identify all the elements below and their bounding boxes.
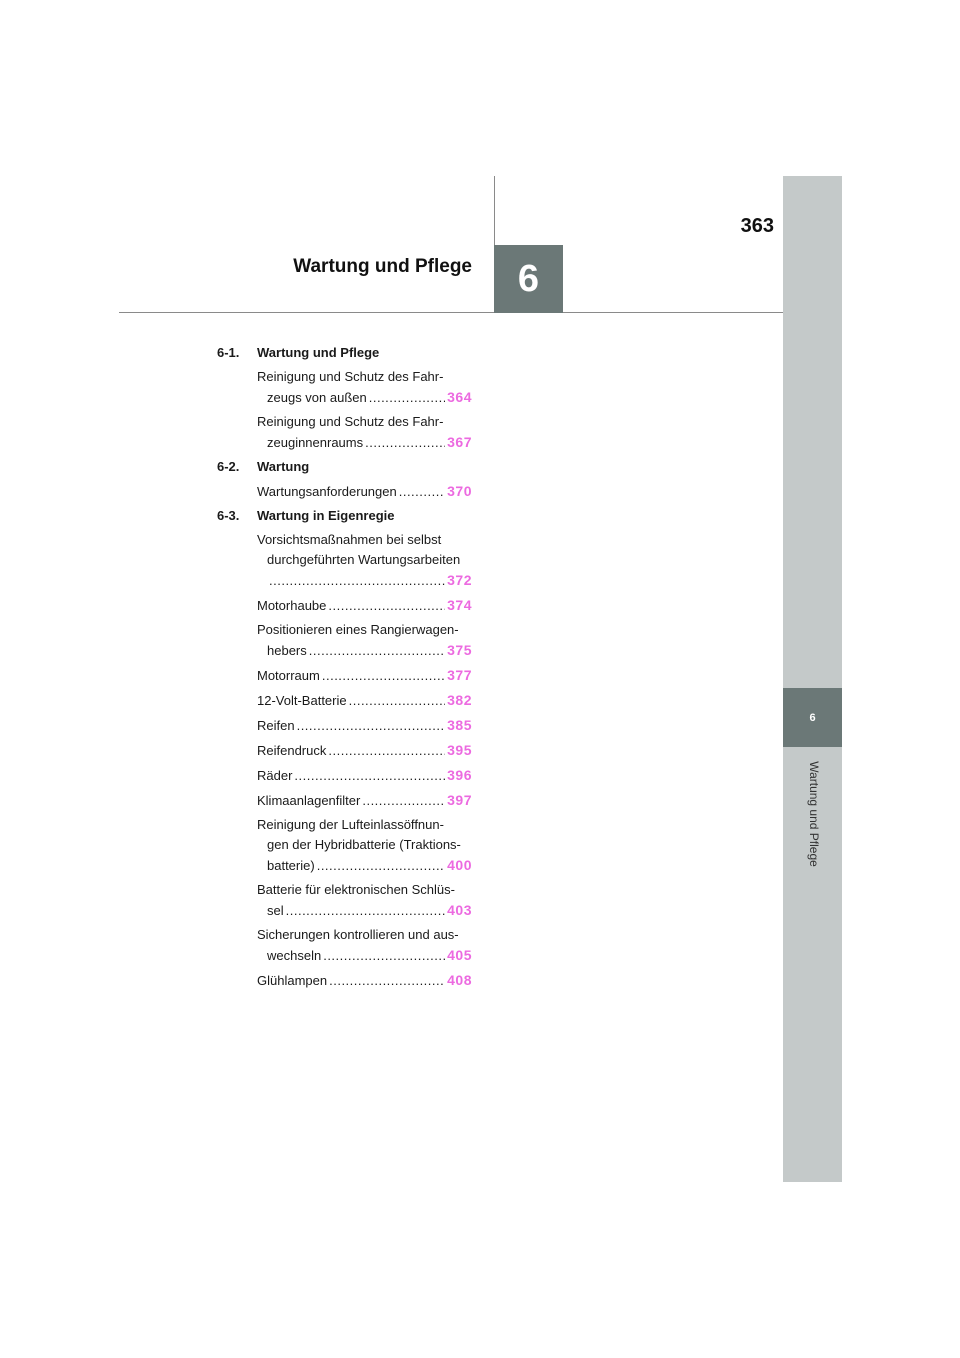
chapter-title: Wartung und Pflege (293, 256, 472, 277)
toc-entry-leader-line (257, 900, 472, 921)
toc-entry-leader-line (257, 387, 472, 408)
toc-entry-text: 12-Volt-Batterie (257, 693, 347, 708)
toc-entry[interactable] (257, 925, 472, 966)
toc-entry-leader-line (257, 765, 472, 786)
toc-entry[interactable] (257, 765, 472, 786)
toc-entry-text: sel (267, 903, 284, 918)
toc-entry[interactable] (257, 530, 472, 591)
page-reference-link[interactable]: 374 (447, 597, 472, 613)
toc-entry-leader-line (257, 640, 472, 661)
toc-entry-line: gen der Hybridbatterie (Traktions- (267, 837, 461, 852)
dot-leader (286, 901, 446, 921)
dot-leader (269, 571, 445, 591)
header-rule (119, 312, 783, 313)
page-reference-link[interactable]: 396 (447, 767, 472, 783)
toc-entry[interactable] (257, 481, 472, 502)
toc-entry-text: hebers (267, 643, 307, 658)
toc-entry-text: Glühlampen (257, 973, 328, 988)
section-number: 6-2. (217, 459, 240, 474)
toc-entry-text: Motorraum (257, 668, 320, 683)
toc-entry-leader-line (257, 570, 472, 591)
toc-entry[interactable] (257, 880, 472, 921)
page-reference-link[interactable]: 377 (447, 667, 472, 683)
section-number: 6-3. (217, 508, 240, 523)
toc-entry-line: Positionieren eines Rangierwagen- (257, 622, 459, 637)
section-title: Wartung und Pflege (257, 345, 380, 360)
toc-entry-text: Wartungsanforderungen (257, 484, 397, 499)
page-reference-link[interactable]: 370 (447, 483, 472, 499)
toc-entry-leader-line (257, 665, 472, 686)
chapter-number-box: 6 (494, 245, 563, 313)
toc-section-heading (217, 506, 472, 526)
dot-leader (349, 691, 446, 711)
side-tab-number[interactable]: 6 (783, 688, 842, 747)
toc-entry[interactable] (257, 595, 472, 616)
page-reference-link[interactable]: 403 (447, 902, 472, 918)
toc-section-heading (217, 343, 472, 363)
toc-entry-line: Sicherungen kontrollieren und aus- (257, 927, 459, 942)
section-title: Wartung (257, 459, 310, 474)
toc-entry-leader-line (257, 790, 472, 811)
toc-section-heading (217, 457, 472, 477)
side-strip (783, 176, 842, 1182)
table-of-contents (217, 343, 472, 995)
toc-entry-leader-line (257, 855, 472, 876)
side-tab-label: Wartung und Pflege (807, 761, 821, 867)
page-reference-link[interactable]: 364 (447, 389, 472, 405)
dot-leader (365, 433, 445, 453)
toc-entry-text: Räder (257, 768, 293, 783)
toc-entry-leader-line (257, 970, 472, 991)
toc-entry-text: Reifen (257, 718, 295, 733)
toc-entry[interactable] (257, 790, 472, 811)
page-reference-link[interactable]: 372 (447, 572, 472, 588)
toc-entry-text: wechseln (267, 948, 322, 963)
dot-leader (369, 388, 445, 408)
toc-entry-line: Batterie für elektronischen Schlüs- (257, 882, 455, 897)
page-reference-link[interactable]: 400 (447, 857, 472, 873)
dot-leader (322, 666, 445, 686)
toc-entry-leader-line (257, 945, 472, 966)
dot-leader (294, 766, 445, 786)
dot-leader (323, 946, 445, 966)
toc-entry[interactable] (257, 740, 472, 761)
toc-entry-line: durchgeführten Wartungsarbeiten (267, 552, 461, 567)
toc-entry[interactable] (257, 620, 472, 661)
section-title: Wartung in Eigenregie (257, 508, 395, 523)
toc-entry-text: Klimaanlagenfilter (257, 793, 361, 808)
toc-entry-text: zeugs von außen (267, 390, 367, 405)
toc-entry-leader-line (257, 595, 472, 616)
page-reference-link[interactable]: 367 (447, 434, 472, 450)
page-reference-link[interactable]: 408 (447, 972, 472, 988)
toc-entry-line: Reinigung und Schutz des Fahr- (257, 414, 444, 429)
toc-entry-leader-line (257, 740, 472, 761)
dot-leader (329, 971, 445, 991)
toc-entry-leader-line (257, 690, 472, 711)
toc-entry-text: Reifendruck (257, 743, 327, 758)
page-reference-link[interactable]: 382 (447, 692, 472, 708)
dot-leader (362, 791, 445, 811)
toc-entry-text: zeuginnenraums (267, 435, 364, 450)
toc-entry-text: batterie) (267, 858, 315, 873)
page-reference-link[interactable]: 395 (447, 742, 472, 758)
page-reference-link[interactable]: 375 (447, 642, 472, 658)
dot-leader (399, 482, 445, 502)
page-reference-link[interactable]: 385 (447, 717, 472, 733)
toc-entry[interactable] (257, 665, 472, 686)
toc-entry-leader-line (257, 481, 472, 502)
toc-entry-leader-line (257, 715, 472, 736)
toc-entry[interactable] (257, 815, 472, 876)
toc-entry[interactable] (257, 412, 472, 453)
section-number: 6-1. (217, 345, 240, 360)
toc-entry-line: Reinigung und Schutz des Fahr- (257, 369, 444, 384)
page-reference-link[interactable]: 405 (447, 947, 472, 963)
dot-leader (297, 716, 446, 736)
toc-entry[interactable] (257, 970, 472, 991)
page-reference-link[interactable]: 397 (447, 792, 472, 808)
toc-entry-line: Vorsichtsmaßnahmen bei selbst (257, 532, 442, 547)
toc-entry-leader-line (257, 432, 472, 453)
toc-entry-text: Motorhaube (257, 598, 327, 613)
toc-entry[interactable] (257, 690, 472, 711)
header-vertical-rule (494, 176, 495, 246)
toc-entry-line: Reinigung der Lufteinlassöffnun- (257, 817, 444, 832)
dot-leader (328, 741, 445, 761)
dot-leader (317, 856, 445, 876)
toc-entry[interactable] (257, 367, 472, 408)
page-number: 363 (740, 215, 774, 237)
dot-leader (328, 596, 445, 616)
dot-leader (309, 641, 445, 661)
toc-entry[interactable] (257, 715, 472, 736)
